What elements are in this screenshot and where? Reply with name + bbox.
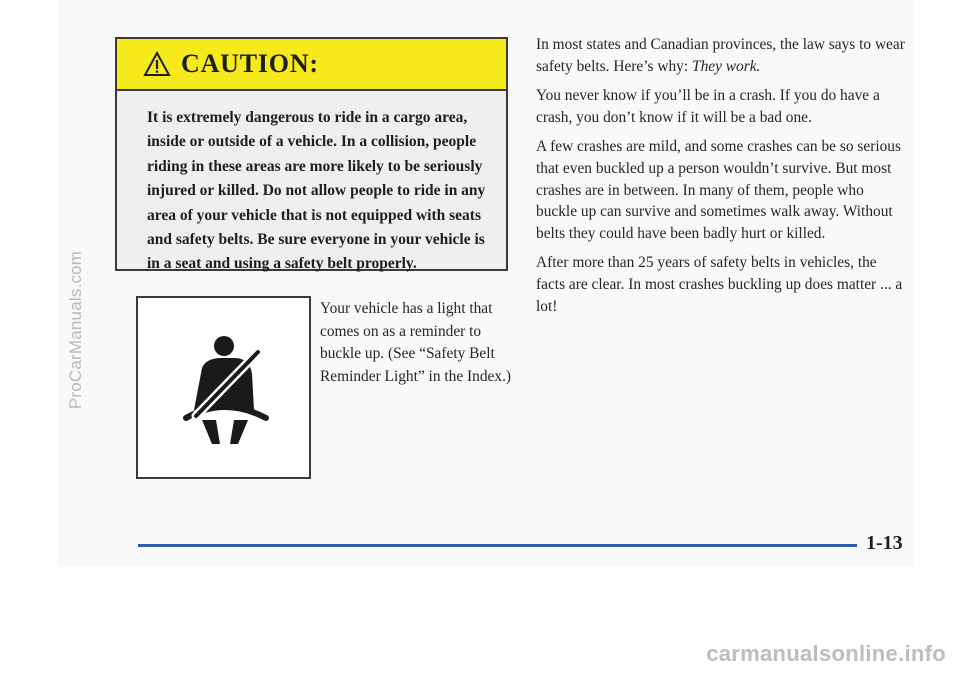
reminder-text: Your vehicle has a light that comes on as a reminder to buckle up. (See “Safety Belt Reminder Light” in the Index.) xyxy=(320,300,512,385)
paragraph-facts: After more than 25 years of safety belts in vehicles, the facts are clear. In most crashes buckling up does matter ... a lot! xyxy=(536,254,903,315)
paragraph-law-emphasis: They work. xyxy=(692,57,761,75)
caution-title: CAUTION: xyxy=(181,49,319,78)
side-watermark: ProCarManuals.com xyxy=(66,250,85,410)
page-number: 1-13 xyxy=(866,532,903,554)
paragraph-law xyxy=(536,34,906,77)
bottom-watermark: carmanualsonline.info xyxy=(706,641,946,666)
right-column xyxy=(536,34,906,325)
seatbelt-reminder-figure xyxy=(136,296,311,479)
caution-text: It is extremely dangerous to ride in a cargo area, inside or outside of a vehicle. In a collision, people riding in these areas are more likely to be seriously injured or killed. Do not allow people to ride in any area of your vehicle that is not equipped with seats and safety belts. Be sure everyone in your vehicle is in a seat and using a safety belt properly. xyxy=(147,109,486,273)
warning-triangle-icon xyxy=(143,51,171,77)
caution-header xyxy=(117,39,506,91)
paragraph-law-text: In most states and Canadian provinces, the law says to wear safety belts. Here’s why: xyxy=(536,36,905,75)
paragraph-severity: A few crashes are mild, and some crashes can be so serious that even buckled up a person wouldn’t survive. But most crashes are in between. In many of them, people who buckle up can survive and sometimes walk away. Without belts they could have been badly hurt or killed. xyxy=(536,138,901,242)
seatbelt-reminder-icon xyxy=(172,332,280,444)
footer-rule xyxy=(138,544,857,547)
caution-box xyxy=(115,37,508,271)
paragraph-crash: You never know if you’ll be in a crash. If you do have a crash, you don’t know if it will be a bad one. xyxy=(536,87,880,126)
